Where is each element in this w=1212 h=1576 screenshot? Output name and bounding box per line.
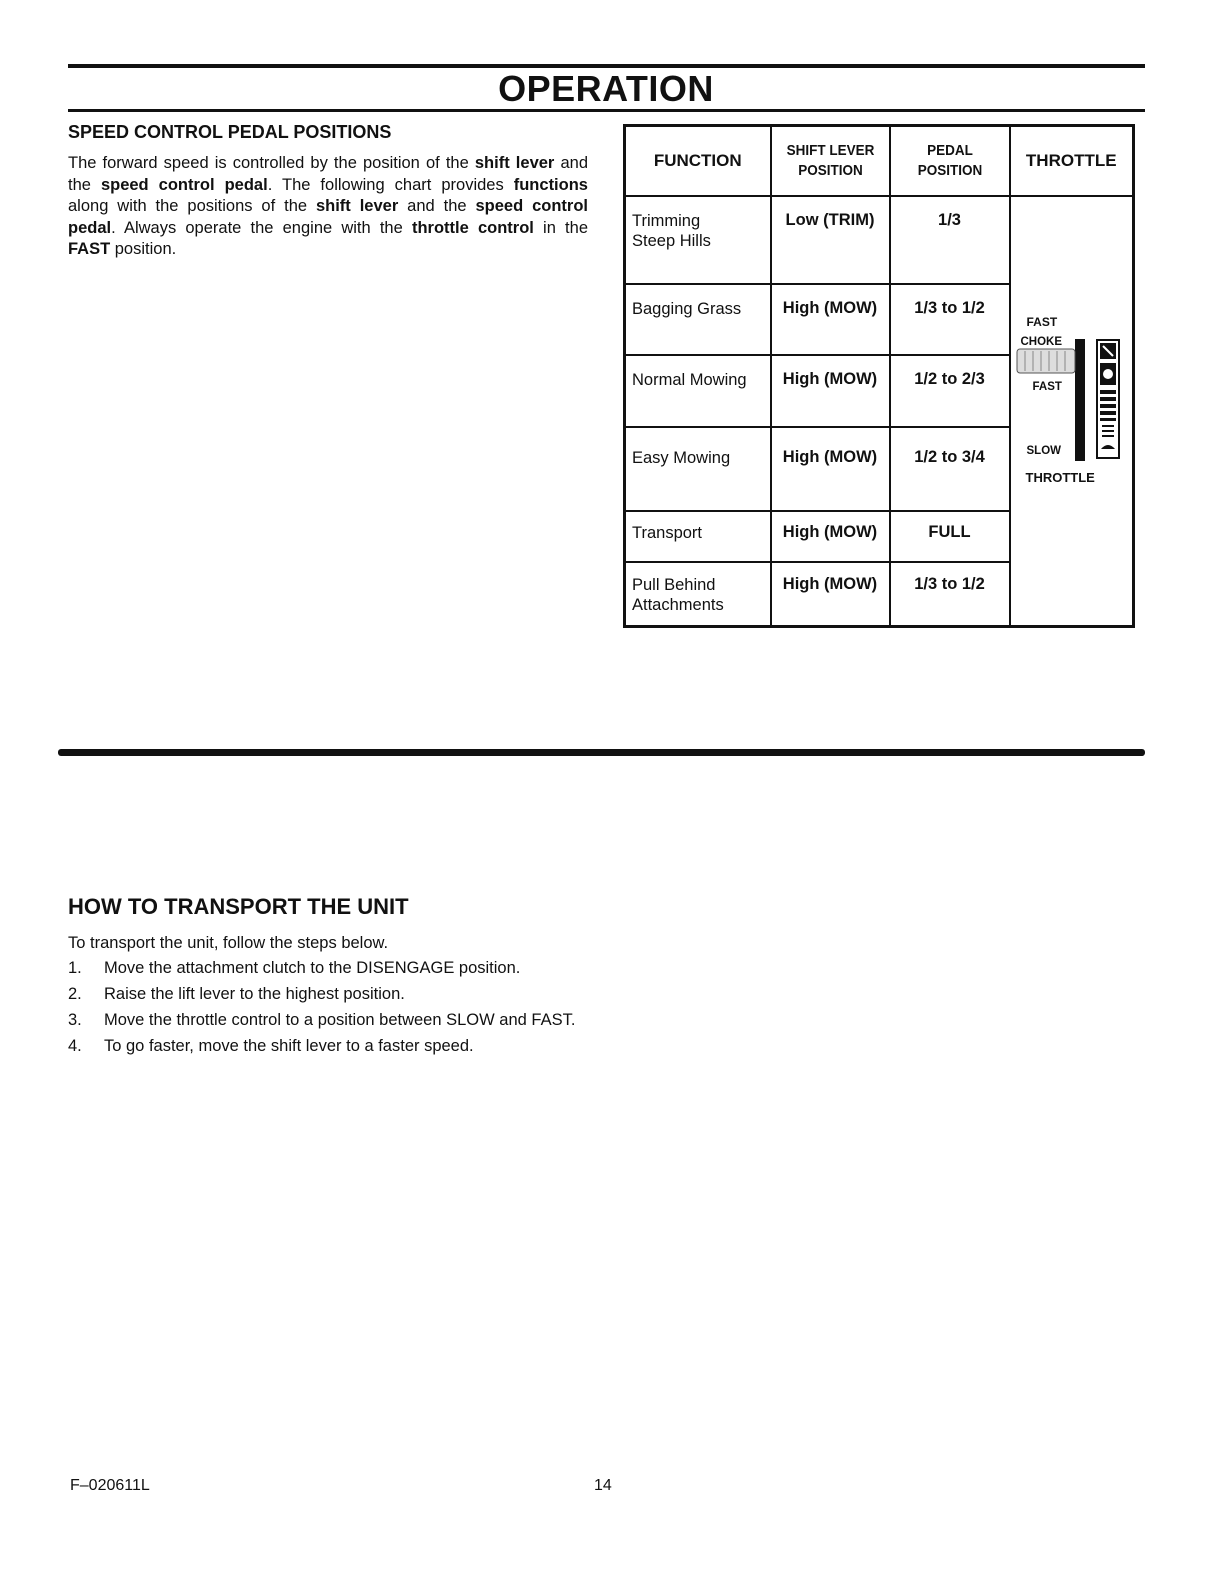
cell-shift: High (MOW) [771,511,890,562]
throttle-lever-icon [1011,197,1129,617]
function-line: Steep Hills [632,232,711,250]
header-pedal [896,126,1004,197]
intro-text-run: . The following chart provides [267,175,514,194]
speed-intro-paragraph [68,153,588,261]
transport-intro: To transport the unit, follow the steps below. [68,934,389,952]
intro-text-run: and the [68,154,588,194]
step-number: 3. [68,1011,82,1029]
page-title: OPERATION [498,68,714,109]
page-number: 14 [594,1477,612,1494]
footer-code: F–020611L [70,1477,150,1494]
cell-shift: High (MOW) [771,427,890,511]
cell-function [625,196,771,284]
function-line: Pull Behind [632,576,716,594]
function-line: Attachments [632,596,724,614]
intro-bold-term: speed control pedal [100,175,268,194]
step-number: 4. [68,1037,82,1055]
cell-function: Normal Mowing [625,355,771,427]
cell-pedal: 1/3 [890,196,1010,284]
list-item [68,984,588,1005]
header-shift-line1: SHIFT LEVER [786,142,874,159]
section-divider [58,749,1145,756]
cell-function [625,562,771,626]
intro-bold-term: functions [513,175,588,194]
cell-function: Bagging Grass [625,284,771,355]
speed-section-heading: SPEED CONTROL PEDAL POSITIONS [68,122,392,142]
step-text: Move the attachment clutch to the DISENGAGE position. [104,959,521,977]
intro-text-run: along with the positions of the [68,197,316,215]
list-item [68,1036,588,1057]
cell-shift: High (MOW) [771,355,890,427]
cell-pedal: 1/2 to 3/4 [890,427,1010,511]
intro-text-run: . Always operate the engine with the [111,218,412,237]
step-text: Move the throttle control to a position between SLOW and FAST. [104,1011,576,1029]
transport-section-heading: HOW TO TRANSPORT THE UNIT [68,894,409,919]
cell-pedal: FULL [890,511,1010,562]
cell-shift: High (MOW) [771,562,890,626]
intro-text-run: The forward speed is controlled by the position of the [68,154,475,172]
header-pedal-line1: PEDAL [926,142,973,159]
throttle-label-choke: CHOKE [1020,336,1063,348]
transport-steps-list [68,958,588,1062]
table-row [625,196,1134,284]
cell-shift: Low (TRIM) [771,196,890,284]
table-header-row [625,126,1134,197]
step-number: 1. [68,959,82,977]
cell-function: Easy Mowing [625,427,771,511]
header-shift-line2: POSITION [797,162,863,179]
intro-text-run: position. [110,240,177,258]
list-item [68,1010,588,1031]
throttle-label-slow: SLOW [1026,445,1061,457]
cell-pedal: 1/3 to 1/2 [890,562,1010,626]
step-text: Raise the lift lever to the highest position. [104,985,405,1003]
step-number: 2. [68,985,82,1003]
speed-control-table [623,124,1135,628]
intro-bold-term: speed control pedal [68,197,588,237]
header-shift-lever [776,126,883,197]
throttle-label-fast: FAST [1032,381,1062,393]
header-pedal-line2: POSITION [917,162,982,179]
cell-pedal: 1/3 to 1/2 [890,284,1010,355]
intro-text-run: in the [533,218,588,237]
intro-bold-term: shift lever [474,154,555,172]
header-function: FUNCTION [625,126,771,197]
cell-throttle-diagram [1010,196,1134,626]
cell-pedal: 1/2 to 2/3 [890,355,1010,427]
function-line: Trimming [632,212,701,230]
throttle-diagram [1011,197,1129,617]
intro-text-run: and the [398,197,476,215]
cell-shift: High (MOW) [771,284,890,355]
list-item [68,958,588,979]
title-underline [68,109,1145,112]
throttle-label-fast-top: FAST [1026,315,1058,329]
cell-function: Transport [625,511,771,562]
intro-bold-term: FAST [68,240,111,258]
intro-bold-term: throttle control [411,218,534,237]
step-text: To go faster, move the shift lever to a faster speed. [104,1037,474,1055]
header-throttle: THROTTLE [1010,126,1134,197]
intro-bold-term: shift lever [315,197,399,215]
throttle-caption: THROTTLE [1025,470,1095,485]
